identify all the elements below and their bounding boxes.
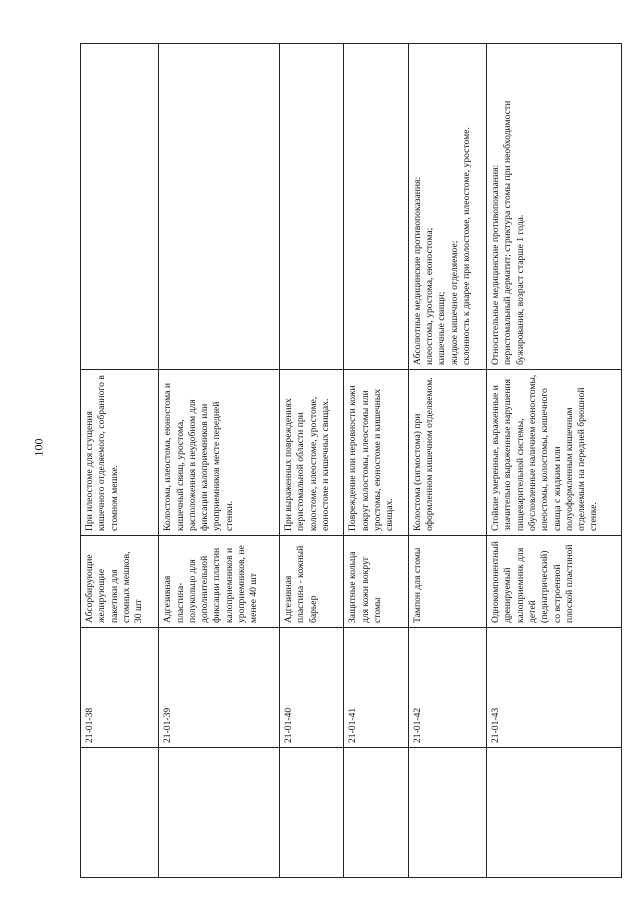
cell-code: 21-01-42 (408, 628, 486, 748)
cell-indications: Колостома (сигмостома) при оформленном кишечном отделяемом. (408, 370, 486, 536)
contraindication-line: илеостома, уростома, еюностома; (424, 227, 436, 365)
cell-product-name: Тампон для стомы (408, 536, 486, 628)
cell-indications: При выраженных повреждениях перистомальной области при колостоме, илеостоме, уростоме, еюностоме и кишечных свищах. (280, 370, 344, 536)
cell-indications: Повреждение или неровности кожи вокруг колостомы, илеостомы или уростомы, еюностоме и кишечных свищах. (344, 370, 408, 536)
table-row (81, 44, 159, 878)
table-row (280, 44, 344, 878)
page-number: 100 (31, 438, 46, 457)
medical-products-table (80, 43, 622, 878)
cell-code: 21-01-43 (487, 628, 622, 748)
table-row (159, 44, 280, 878)
cell-category (344, 748, 408, 878)
cell-contraindications (408, 44, 486, 370)
cell-contraindications (159, 44, 280, 370)
cell-category (81, 748, 159, 878)
cell-product-name: Адгезивная пластина-полукольцо для дополнительной фиксации пластин калоприемников и уроприемников, не менее 40 шт (159, 536, 280, 628)
cell-contraindications (81, 44, 159, 370)
cell-code: 21-01-38 (81, 628, 159, 748)
cell-contraindications (280, 44, 344, 370)
cell-code: 21-01-39 (159, 628, 280, 748)
contraindication-line: кишечные свищи; (436, 291, 448, 365)
cell-product-name: Однокомпонентный дренируемый калоприемник для детей (педиатрический) со встроенной плоской пластиной (487, 536, 622, 628)
cell-code: 21-01-41 (344, 628, 408, 748)
contraindication-line: жидкое кишечное отделяемое; (448, 240, 460, 365)
table-row (344, 44, 408, 878)
contraindication-line: перистомальный дерматит; стриктура стомы при необходимости бужирования, возраст старше 1 года. (502, 100, 526, 365)
cell-category (408, 748, 486, 878)
table-row (487, 44, 622, 878)
cell-product-name: Защитные кольца для кожи вокруг стомы (344, 536, 408, 628)
cell-indications: При илеостоме для сгущения кишечного отделяемого, собранного в стомном мешке. (81, 370, 159, 536)
cell-product-name: Абсорбирующие желирующие пакетики для стомных мешков, 30 шт (81, 536, 159, 628)
cell-category (280, 748, 344, 878)
cell-code: 21-01-40 (280, 628, 344, 748)
contraindication-line: Абсолютные медицинские противопоказания: (411, 176, 423, 365)
contraindication-line: Относительные медицинские противопоказания: (490, 164, 502, 365)
table-row (408, 44, 486, 878)
contraindication-line: склонность к диарее при колостоме, илеостоме, уростоме. (460, 127, 472, 365)
cell-indications: Стойкие умеренные, выраженные и значительно выраженные нарушения пищеварительной системы, обусловленные наличием еюностомы, илеостомы, колостомы, кишечного свища с жидким или полуоформленным кишечным отделяемым на передней брюшной стенке. (487, 370, 622, 536)
cell-category (159, 748, 280, 878)
cell-product-name: Адгезивная пластина - кожный барьер (280, 536, 344, 628)
cell-contraindications (344, 44, 408, 370)
cell-category (487, 748, 622, 878)
cell-contraindications (487, 44, 622, 370)
rotated-table-container (80, 44, 622, 878)
cell-indications: Колостома, илеостома, еюностома и кишечный свищ, уростома, расположенная в неудобном для фиксации калоприемников или уроприемников месте передней стенки. (159, 370, 280, 536)
